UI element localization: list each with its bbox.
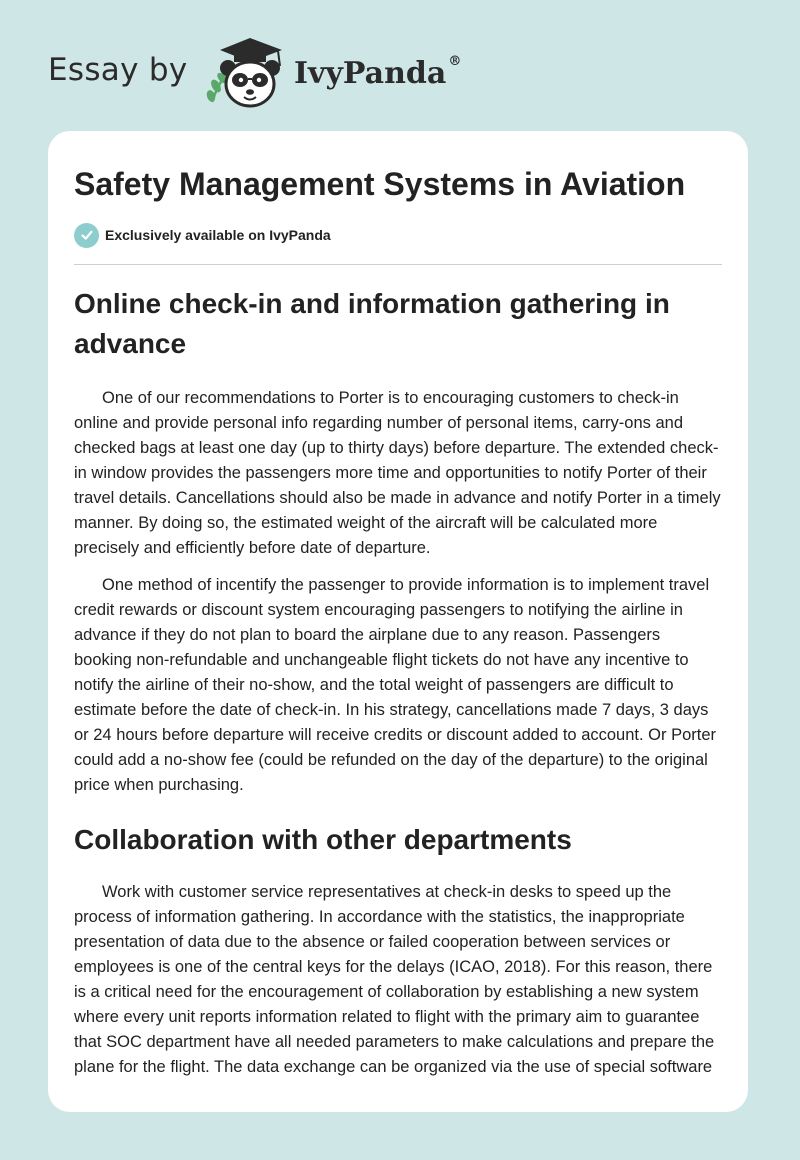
essay-by-label: Essay by xyxy=(48,52,188,88)
divider xyxy=(74,264,722,265)
paragraph: One of our recommendations to Porter is to encouraging customers to check-in online and provide personal info regarding number of personal items, carry-ons and checked bags at least one day (up to thirty days) before departure. The extended check-in window provides the passengers more time and opportunities to notify Porter of their travel details. Cancellations should also be made in advance and notify Porter in a timely manner. By doing so, the estimated weight of the aircraft will be calculated more precisely and efficiently before date of departure. xyxy=(74,389,721,557)
section-heading: Online check-in and information gathering in advance xyxy=(74,288,670,359)
site-header xyxy=(48,34,548,110)
exclusive-badge-label: Exclusively available on IvyPanda xyxy=(105,227,331,243)
brand-text: IvyPanda xyxy=(294,56,447,91)
exclusive-badge xyxy=(74,222,722,248)
check-circle-icon xyxy=(74,223,99,248)
section-heading: Collaboration with other departments xyxy=(74,824,572,855)
paragraph: One method of incentify the passenger to provide information is to implement travel credit rewards or discount system encouraging passengers to notifying the airline in advance if they do not plan to board the airplane due to any reason. Passengers booking non-refundable and unchangeable flight tickets do not have any incentive to notify the airline of their no-show, and the total weight of passengers are difficult to estimate before the date of check-in. In his strategy, cancellations made 7 days, 3 days or 24 hours before departure will receive credits or discount added to account. Or Porter could add a no-show fee (could be refunded on the day of the departure) to the original price when purchasing. xyxy=(74,576,717,794)
essay-card xyxy=(48,131,748,1112)
panda-graduate-logo-icon[interactable] xyxy=(200,34,292,110)
registered-mark: ® xyxy=(448,54,462,69)
brand-name[interactable] xyxy=(294,54,461,91)
paragraph: Work with customer service representatives at check-in desks to speed up the process of information gathering. In accordance with the statistics, the inappropriate presentation of data due to the absence or failed cooperation between services or employees is one of the central keys for the delays (ICAO, 2018). For this reason, there is a critical need for the encouragement of collaboration by establishing a new system where every unit reports information related to flight with the primary aim to guarantee that SOC department have all needed parameters to make calculations and prepare the plane for the flight. The data exchange can be organized via the use of special software xyxy=(74,883,715,1076)
page-title: Safety Management Systems in Aviation xyxy=(74,166,686,202)
